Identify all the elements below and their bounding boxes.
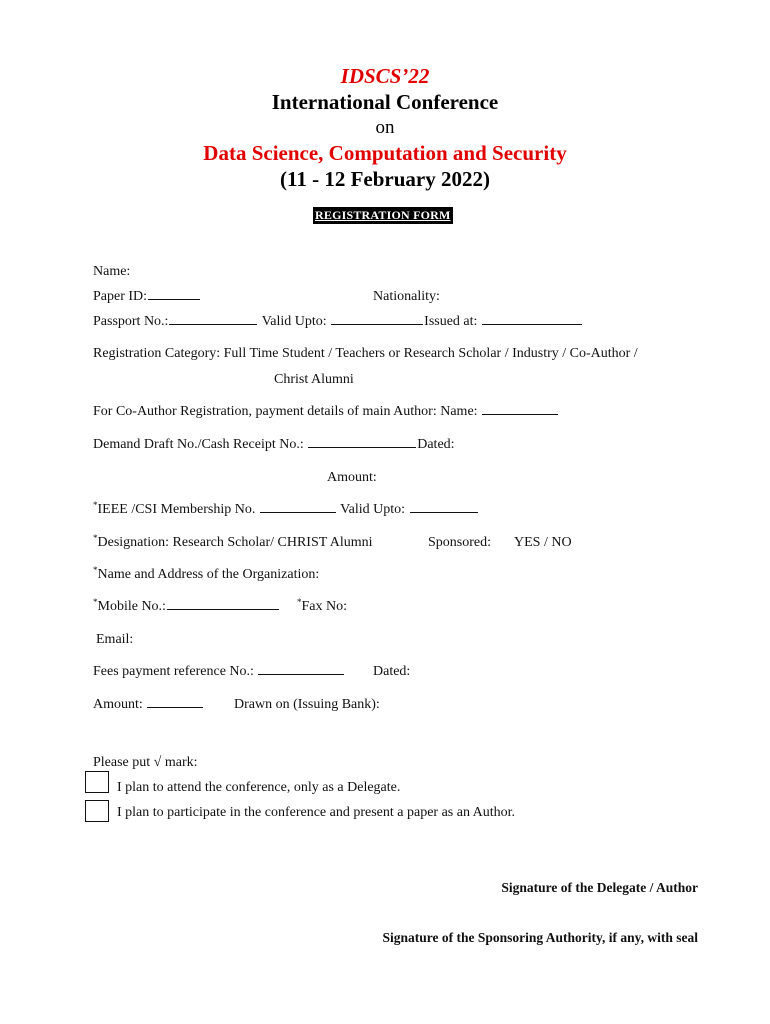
demand-draft-blank[interactable] — [308, 446, 416, 448]
delegate-checkbox[interactable] — [85, 771, 109, 793]
passport-valid-blank[interactable] — [331, 323, 423, 325]
coauthor-label: For Co-Author Registration, payment details of main Author: Name: — [93, 404, 478, 419]
fax-label: Fax No: — [301, 599, 347, 614]
author-option: I plan to participate in the conference and present a paper as an Author. — [117, 805, 516, 820]
amount-label-center: Amount: — [327, 470, 377, 485]
fees-label: Fees payment reference No.: — [93, 664, 254, 679]
form-title: REGISTRATION FORM — [315, 208, 451, 222]
coauthor-row — [93, 404, 559, 420]
passport-blank[interactable] — [169, 323, 257, 325]
passport-valid-label: Valid Upto: — [261, 314, 327, 329]
ieee-blank[interactable] — [260, 511, 336, 513]
organization-label: Name and Address of the Organization: — [97, 567, 320, 582]
ieee-valid-label: Valid Upto: — [340, 502, 406, 517]
mobile-label: Mobile No.: — [97, 599, 166, 614]
organization-row — [93, 567, 319, 583]
mobile-star: * — [93, 597, 98, 607]
ieee-label: IEEE /CSI Membership No. — [97, 502, 256, 517]
designation-label: Designation: Research Scholar/ CHRIST Alumni — [97, 535, 373, 550]
check-instruction: Please put √ mark: — [93, 755, 198, 770]
organization-star: * — [93, 565, 98, 575]
fees-dated: Dated: — [373, 664, 411, 679]
passport-label: Passport No.: — [93, 314, 169, 329]
mobile-blank[interactable] — [167, 608, 279, 610]
amount-label: Amount: — [93, 697, 143, 712]
drawn-on-label: Drawn on (Issuing Bank): — [234, 697, 380, 712]
mobile-row — [93, 599, 280, 615]
coauthor-blank[interactable] — [482, 413, 558, 415]
ieee-star: * — [93, 500, 98, 510]
author-checkbox[interactable] — [85, 800, 109, 822]
fees-row — [93, 664, 345, 680]
delegate-option: I plan to attend the conference, only as a Delegate. — [117, 780, 401, 795]
demand-draft-dated: Dated: — [417, 437, 455, 452]
email-label: Email: — [96, 632, 134, 647]
delegate-signature: Signature of the Delegate / Author — [501, 880, 698, 895]
fax-row — [297, 599, 347, 615]
ieee-row — [93, 502, 479, 518]
sponsored-options[interactable]: YES / NO — [514, 535, 572, 550]
issued-at-blank[interactable] — [482, 323, 582, 325]
conference-name: International Conference — [271, 90, 499, 114]
designation-star: * — [93, 533, 98, 543]
amount-blank[interactable] — [147, 706, 203, 708]
registration-category-cont: Christ Alumni — [274, 372, 354, 387]
registration-category: Registration Category: Full Time Student / Teachers or Research Scholar / Industry / Co-Author / — [93, 346, 638, 361]
conference-topic: Data Science, Computation and Security — [203, 141, 567, 165]
paper-id-blank[interactable] — [148, 298, 200, 300]
nationality-label: Nationality: — [373, 289, 440, 304]
conference-dates: (11 - 12 February 2022) — [280, 167, 490, 191]
designation-row — [93, 535, 373, 551]
fax-star: * — [297, 597, 302, 607]
demand-draft-label: Demand Draft No./Cash Receipt No.: — [93, 437, 304, 452]
fees-blank[interactable] — [258, 673, 344, 675]
name-label: Name: — [93, 264, 131, 279]
sponsor-signature: Signature of the Sponsoring Authority, if any, with seal — [382, 930, 698, 945]
conference-acronym: IDSCS’22 — [340, 64, 430, 88]
issued-at-label: Issued at: — [424, 314, 478, 329]
demand-draft-row — [93, 437, 455, 453]
amount-row — [93, 697, 204, 713]
conference-on: on — [375, 117, 395, 138]
sponsored-label: Sponsored: — [428, 535, 491, 550]
paper-id-label: Paper ID: — [93, 289, 148, 304]
ieee-valid-blank[interactable] — [410, 511, 478, 513]
paper-id-field — [93, 289, 201, 305]
passport-row — [93, 314, 583, 330]
